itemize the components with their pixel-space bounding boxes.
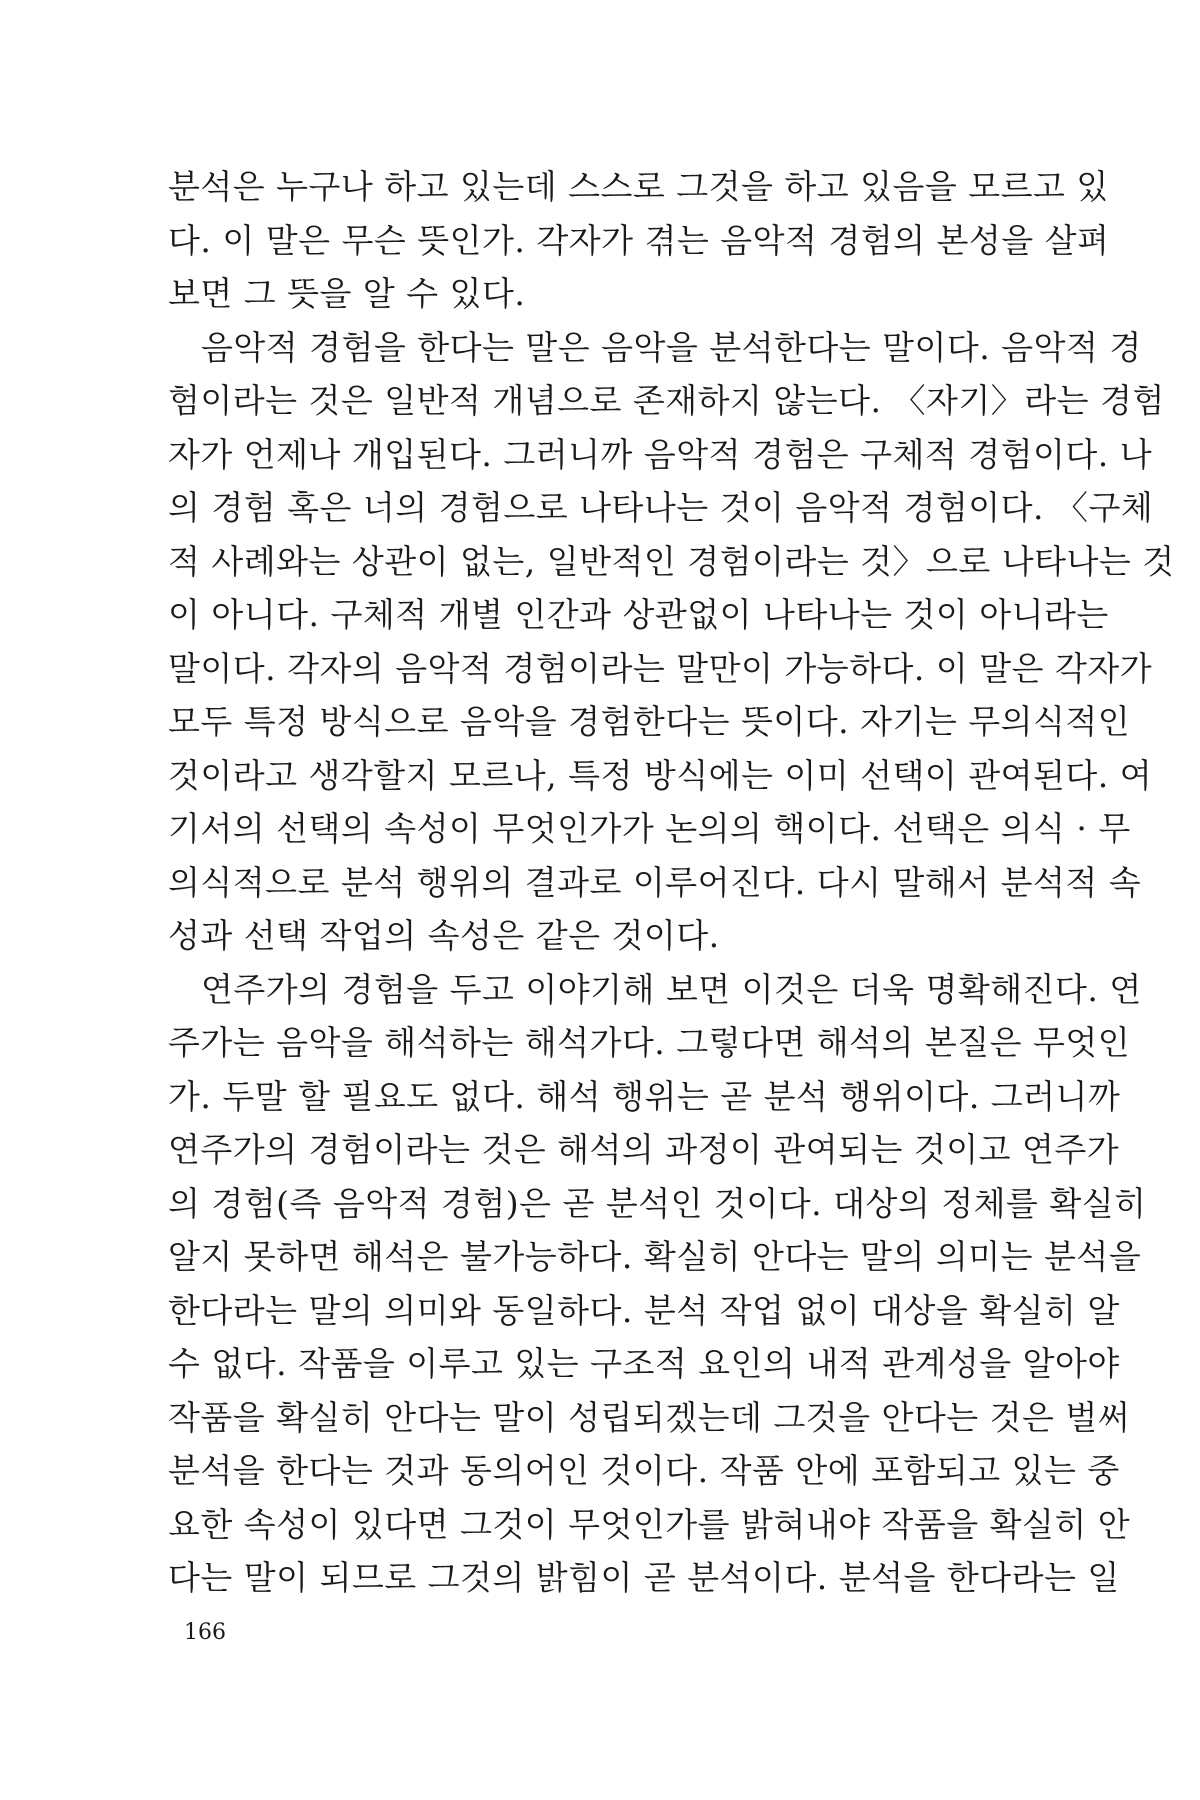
text-line: 다는 말이 되므로 그것의 밝힘이 곧 분석이다. 분석을 한다라는 일 — [168, 1558, 1120, 1597]
text-line: 자가 언제나 개입된다. 그러니까 음악적 경험은 구체적 경험이다. 나 — [168, 434, 1153, 474]
text-line: 알지 못하면 해석은 불가능하다. 확실히 안다는 말의 의미는 분석을 — [168, 1237, 1142, 1276]
text-line: 분석을 한다는 것과 동의어인 것이다. 작품 안에 포함되고 있는 중 — [168, 1451, 1120, 1490]
text-line: 연주가의 경험이라는 것은 해석의 과정이 관여되는 것이고 연주가 — [168, 1130, 1120, 1169]
text-line: 이 아니다. 구체적 개별 인간과 상관없이 나타나는 것이 아니라는 — [168, 595, 1109, 634]
text-line: 모두 특정 방식으로 음악을 경험한다는 뜻이다. 자기는 무의식적인 — [168, 702, 1131, 741]
text-line: 것이라고 생각할지 모르나, 특정 방식에는 이미 선택이 관여된다. 여 — [168, 755, 1153, 795]
text-line: 한다라는 말의 의미와 동일하다. 분석 작업 없이 대상을 확실히 알 — [168, 1290, 1120, 1330]
text-line: 분석은 누구나 하고 있는데 스스로 그것을 하고 있음을 모르고 있 — [168, 167, 1109, 206]
text-line: 수 없다. 작품을 이루고 있는 구조적 요인의 내적 관계성을 알아야 — [168, 1344, 1120, 1383]
text-line: 성과 선택 작업의 속성은 같은 것이다. — [168, 916, 720, 955]
text-line: 주가는 음악을 해석하는 해석가다. 그렇다면 해석의 본질은 무엇인 — [168, 1023, 1131, 1062]
text-line: 보면 그 뜻을 알 수 있다. — [168, 274, 526, 313]
text-line: 가. 두말 할 필요도 없다. 해석 행위는 곧 분석 행위이다. 그러니까 — [168, 1076, 1121, 1116]
page-number: 166 — [184, 1620, 226, 1645]
text-line: 음악적 경험을 한다는 말은 음악을 분석한다는 말이다. 음악적 경 — [201, 327, 1142, 367]
body-text — [168, 160, 1175, 1605]
text-line: 기서의 선택의 속성이 무엇인가가 논의의 핵이다. 선택은 의식 · 무 — [168, 809, 1131, 848]
text-line: 요한 속성이 있다면 그것이 무엇인가를 밝혀내야 작품을 확실히 안 — [168, 1504, 1131, 1544]
text-line: 의 경험(즉 음악적 경험)은 곧 분석인 것이다. 대상의 정체를 확실히 — [168, 1183, 1147, 1223]
text-line: 연주가의 경험을 두고 이야기해 보면 이것은 더욱 명확해진다. 연 — [201, 969, 1142, 1009]
text-line: 다. 이 말은 무슨 뜻인가. 각자가 겪는 음악적 경험의 본성을 살펴 — [168, 220, 1110, 260]
text-line: 의 경험 혹은 너의 경험으로 나타나는 것이 음악적 경험이다. 〈구체 — [168, 488, 1154, 527]
text-line: 말이다. 각자의 음악적 경험이라는 말만이 가능하다. 이 말은 각자가 — [168, 648, 1153, 688]
text-line: 적 사례와는 상관이 없는, 일반적인 경험이라는 것〉으로 나타나는 것 — [168, 541, 1175, 581]
text-line: 작품을 확실히 안다는 말이 성립되겠는데 그것을 안다는 것은 벌써 — [168, 1397, 1131, 1437]
text-line: 의식적으로 분석 행위의 결과로 이루어진다. 다시 말해서 분석적 속 — [168, 862, 1142, 902]
text-line: 험이라는 것은 일반적 개념으로 존재하지 않는다. 〈자기〉라는 경험 — [168, 381, 1165, 420]
